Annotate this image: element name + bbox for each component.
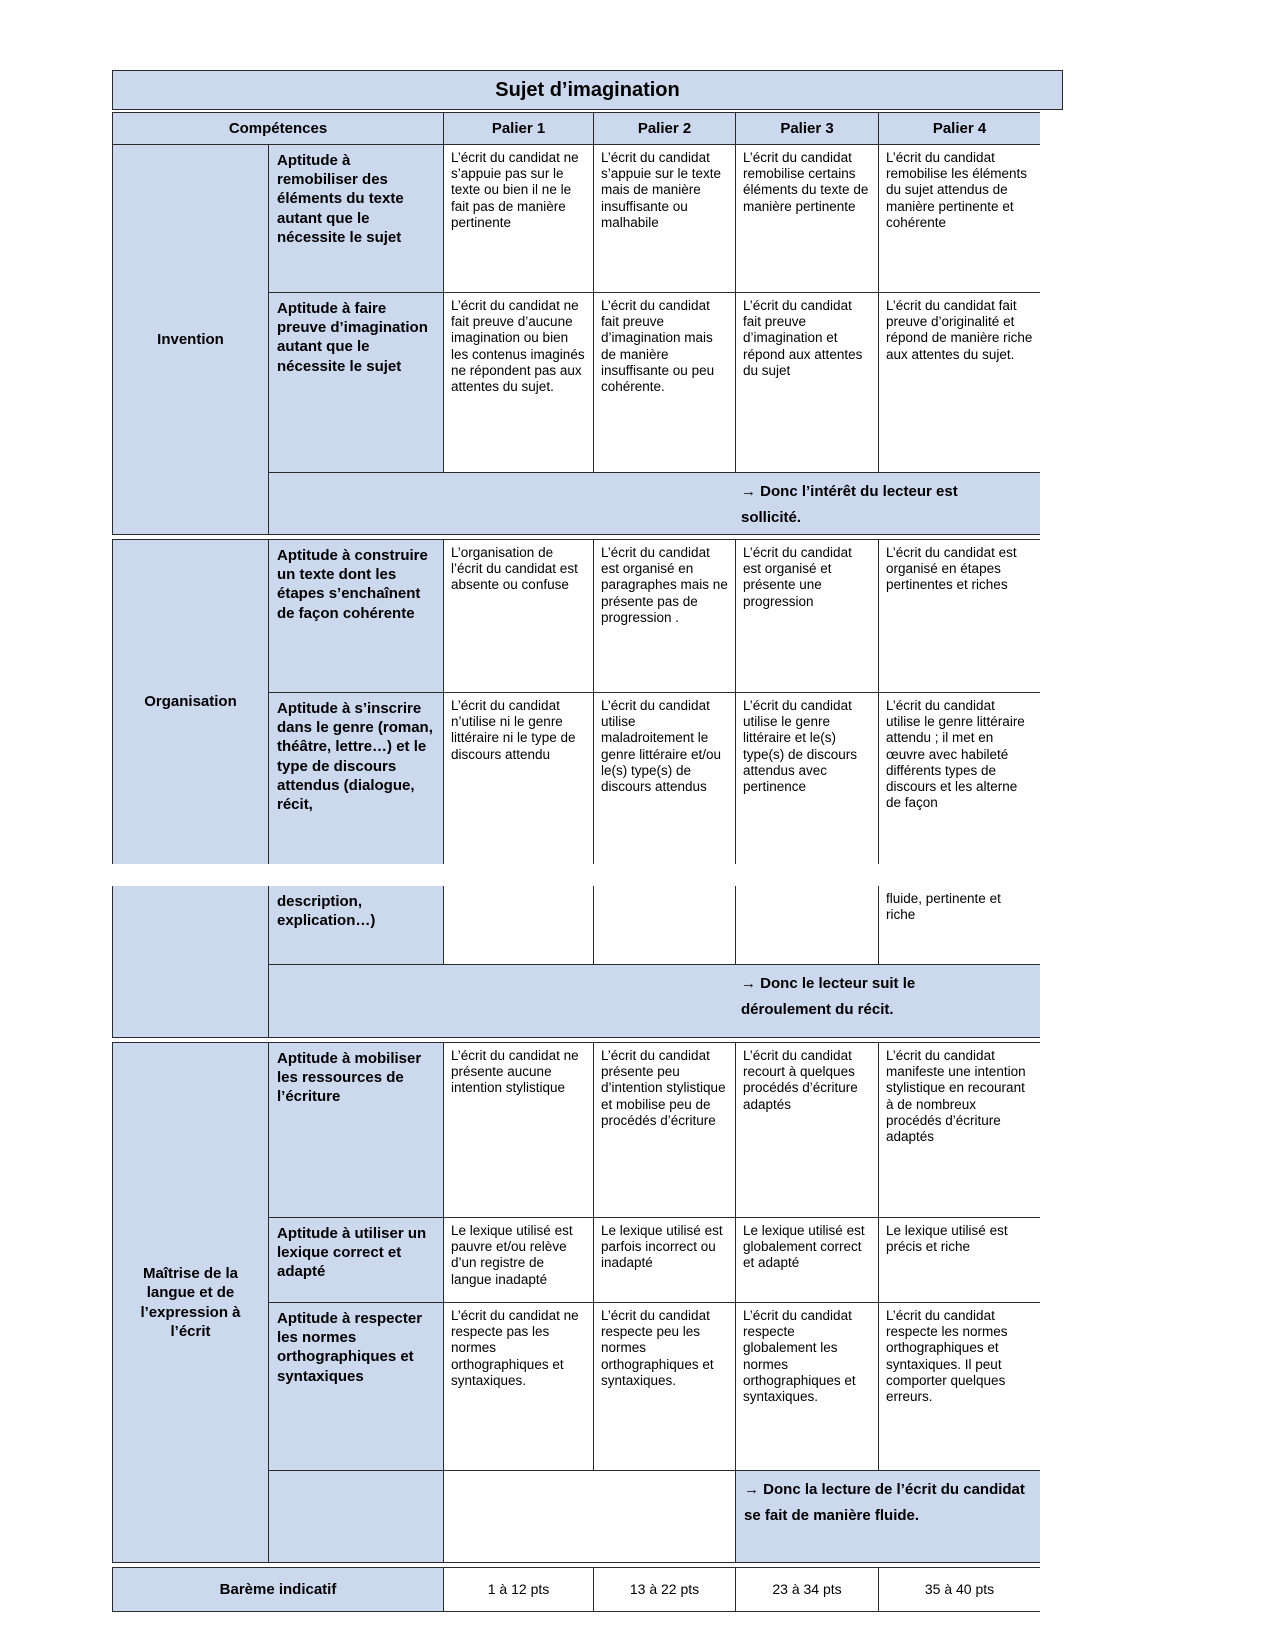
aptitude-genre-continued: description, explication…) bbox=[268, 886, 443, 964]
invention-row2-palier1: L’écrit du candidat ne fait preuve d’aucune imagination ou bien les contenus imaginés ne répondent pas aux attentes du sujet. bbox=[443, 292, 593, 472]
maitrise-row1-palier3: L’écrit du candidat recourt à quelques procédés d’écriture adaptés bbox=[735, 1042, 878, 1217]
bareme-palier1: 1 à 12 pts bbox=[443, 1567, 593, 1611]
maitrise-row3-palier4: L’écrit du candidat respecte les normes orthographiques et syntaxiques. Il peut comporter quelques erreurs. bbox=[878, 1302, 1040, 1470]
section-maitrise bbox=[112, 1042, 1040, 1563]
organisation-row2cont-palier4: fluide, pertinente et riche bbox=[878, 886, 1040, 964]
maitrise-row2-palier2: Le lexique utilisé est parfois incorrect ou inadapté bbox=[593, 1217, 735, 1302]
table-title: Sujet d’imagination bbox=[112, 70, 1063, 110]
aptitude-genre: Aptitude à s’inscrire dans le genre (roman, théâtre, lettre…) et le type de discours attendus (dialogue, récit, bbox=[268, 692, 443, 864]
bareme-palier4: 35 à 40 pts bbox=[878, 1567, 1040, 1611]
maitrise-row2-palier3: Le lexique utilisé est globalement correct et adapté bbox=[735, 1217, 878, 1302]
organisation-row2-palier2: L’écrit du candidat utilise maladroitement le genre littéraire et/ou le(s) type(s) de discours attendus bbox=[593, 692, 735, 864]
invention-row1-palier2: L’écrit du candidat s’appuie sur le texte mais de manière insuffisante ou malhabile bbox=[593, 144, 735, 292]
conclusion-organisation bbox=[268, 964, 1040, 1037]
aptitude-remobiliser: Aptitude à remobiliser des éléments du texte autant que le nécessite le sujet bbox=[268, 144, 443, 292]
aptitude-normes: Aptitude à respecter les normes orthographiques et syntaxiques bbox=[268, 1302, 443, 1470]
organisation-row1-palier4: L’écrit du candidat est organisé en étapes pertinentes et riches bbox=[878, 539, 1040, 692]
invention-row2-palier3: L’écrit du candidat fait preuve d’imagination et répond aux attentes du sujet bbox=[735, 292, 878, 472]
organisation-row1-palier2: L’écrit du candidat est organisé en paragraphes mais ne présente pas de progression . bbox=[593, 539, 735, 692]
maitrise-row3-palier1: L’écrit du candidat ne respecte pas les normes orthographiques et syntaxiques. bbox=[443, 1302, 593, 1470]
maitrise-row1-palier2: L’écrit du candidat présente peu d’intention stylistique et mobilise peu de procédés d’écriture bbox=[593, 1042, 735, 1217]
maitrise-conclusion-empty-cell bbox=[443, 1470, 735, 1562]
bareme-palier2: 13 à 22 pts bbox=[593, 1567, 735, 1611]
organisation-row1-palier1: L’organisation de l’écrit du candidat est absente ou confuse bbox=[443, 539, 593, 692]
aptitude-construire: Aptitude à construire un texte dont les étapes s’enchaînent de façon cohérente bbox=[268, 539, 443, 692]
conclusion-organisation-text: → Donc le lecteur suit le déroulement du récit. bbox=[741, 975, 916, 1018]
category-label-invention: Invention bbox=[112, 144, 268, 534]
category-label-organisation-continued bbox=[112, 886, 268, 1037]
conclusion-invention bbox=[268, 472, 1040, 534]
maitrise-row3-palier3: L’écrit du candidat respecte globalement les normes orthographiques et syntaxiques. bbox=[735, 1302, 878, 1470]
organisation-row2cont-palier3 bbox=[735, 886, 878, 964]
invention-row1-palier3: L’écrit du candidat remobilise certains éléments du texte de manière pertinente bbox=[735, 144, 878, 292]
column-header-competences: Compétences bbox=[112, 112, 443, 144]
column-header-palier-3: Palier 3 bbox=[735, 112, 878, 144]
column-header-palier-1: Palier 1 bbox=[443, 112, 593, 144]
bareme-label: Barème indicatif bbox=[112, 1567, 443, 1611]
section-organisation-continued bbox=[112, 886, 1040, 1038]
organisation-row2-palier3: L’écrit du candidat utilise le genre littéraire et le(s) type(s) de discours attendus avec pertinence bbox=[735, 692, 878, 864]
aptitude-ressources-ecriture: Aptitude à mobiliser les ressources de l’écriture bbox=[268, 1042, 443, 1217]
maitrise-row2-palier4: Le lexique utilisé est précis et riche bbox=[878, 1217, 1040, 1302]
aptitude-lexique: Aptitude à utiliser un lexique correct et adapté bbox=[268, 1217, 443, 1302]
organisation-row2cont-palier2 bbox=[593, 886, 735, 964]
bareme-row bbox=[112, 1567, 1040, 1612]
invention-row1-palier1: L’écrit du candidat ne s’appuie pas sur le texte ou bien il ne le fait pas de manière pertinente bbox=[443, 144, 593, 292]
category-label-organisation: Organisation bbox=[112, 539, 268, 864]
conclusion-maitrise: → Donc la lecture de l’écrit du candidat se fait de manière fluide. bbox=[735, 1470, 1040, 1562]
bareme-palier3: 23 à 34 pts bbox=[735, 1567, 878, 1611]
organisation-row1-palier3: L’écrit du candidat est organisé et présente une progression bbox=[735, 539, 878, 692]
maitrise-row1-palier4: L’écrit du candidat manifeste une intention stylistique en recourant à de nombreux procédés d’écriture adaptés bbox=[878, 1042, 1040, 1217]
organisation-row2cont-palier1 bbox=[443, 886, 593, 964]
aptitude-imagination: Aptitude à faire preuve d’imagination autant que le nécessite le sujet bbox=[268, 292, 443, 472]
invention-row1-palier4: L’écrit du candidat remobilise les éléments du sujet attendus de manière pertinente et cohérente bbox=[878, 144, 1040, 292]
column-header-palier-4: Palier 4 bbox=[878, 112, 1040, 144]
conclusion-invention-text: → Donc l’intérêt du lecteur est sollicité. bbox=[741, 483, 958, 526]
section-organisation bbox=[112, 539, 1040, 864]
rubric-table bbox=[112, 70, 1065, 1612]
column-header-palier-2: Palier 2 bbox=[593, 112, 735, 144]
maitrise-row3-palier2: L’écrit du candidat respecte peu les normes orthographiques et syntaxiques. bbox=[593, 1302, 735, 1470]
organisation-row2-palier1: L’écrit du candidat n’utilise ni le genre littéraire ni le type de discours attendu bbox=[443, 692, 593, 864]
section-invention bbox=[112, 112, 1040, 535]
maitrise-row2-palier1: Le lexique utilisé est pauvre et/ou relève d’un registre de langue inadapté bbox=[443, 1217, 593, 1302]
maitrise-row1-palier1: L’écrit du candidat ne présente aucune intention stylistique bbox=[443, 1042, 593, 1217]
category-label-maitrise: Maîtrise de la langue et de l’expression à l’écrit bbox=[112, 1042, 268, 1562]
invention-row2-palier2: L’écrit du candidat fait preuve d’imagination mais de manière insuffisante ou peu cohérente. bbox=[593, 292, 735, 472]
maitrise-conclusion-left-cell bbox=[268, 1470, 443, 1562]
invention-row2-palier4: L’écrit du candidat fait preuve d’originalité et répond de manière riche aux attentes du sujet. bbox=[878, 292, 1040, 472]
organisation-row2-palier4: L’écrit du candidat utilise le genre littéraire attendu ; il met en œuvre avec habileté différents types de discours et les alterne de façon bbox=[878, 692, 1040, 864]
